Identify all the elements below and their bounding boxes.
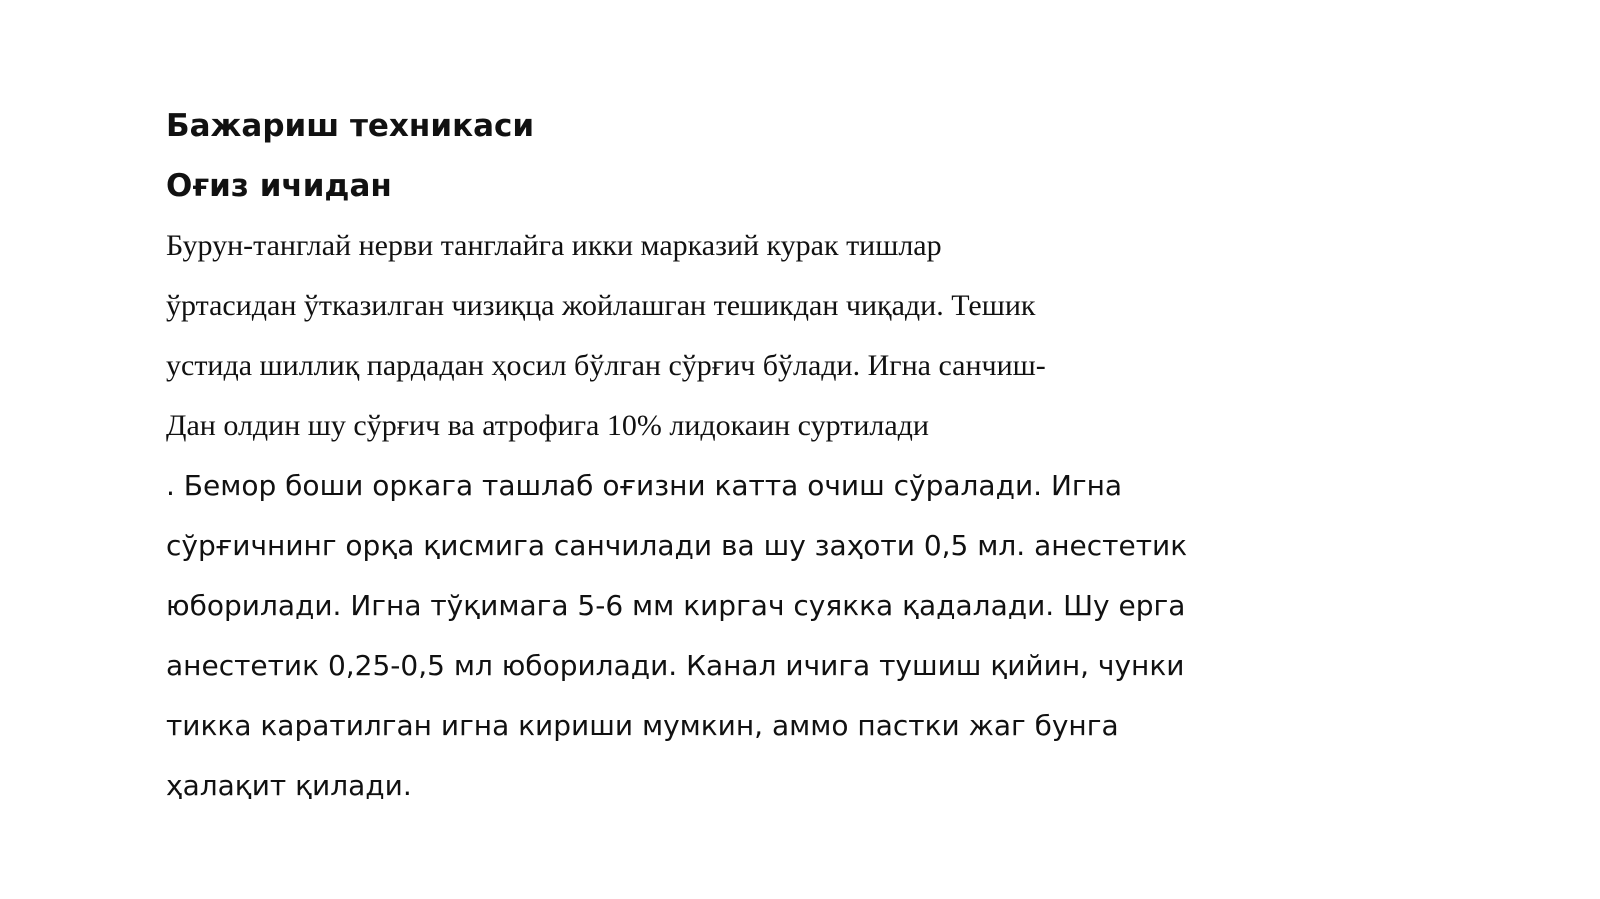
paragraph-line: анестетик 0,25-0,5 мл юборилади. Канал ичига тушиш қийин, чунки <box>166 649 1185 682</box>
paragraph-line: юборилади. Игна тўқимага 5-6 мм киргач суякка қадалади. Шу ерга <box>166 589 1186 622</box>
text-content <box>166 96 1416 816</box>
paragraph-line: ҳалақит қилади. <box>166 769 412 802</box>
paragraph-line: Бурун-танглай нерви танглайга икки марказий курак тишлар <box>166 229 942 262</box>
subsection-heading: Оғиз ичидан <box>166 168 392 204</box>
section-heading: Бажариш техникаси <box>166 108 535 144</box>
paragraph-line: сўрғичнинг орқа қисмига санчилади ва шу заҳоти 0,5 мл. анестетик <box>166 529 1188 562</box>
paragraph-line: . Бемор боши оркага ташлаб оғизни катта очиш сўралади. Игна <box>166 469 1123 502</box>
paragraph-line: Дан олдин шу сўрғич ва атрофига 10% лидокаин суртилади <box>166 409 929 442</box>
paragraph-line: ўртасидан ўтказилган чизиқца жойлашган тешикдан чиқади. Тешик <box>166 289 1036 322</box>
paragraph-line: тикка каратилган игна кириши мумкин, аммо пастки жаг бунга <box>166 709 1119 742</box>
paragraph-line: устида шиллиқ пардадан ҳосил бўлган сўрғич бўлади. Игна санчиш- <box>166 349 1046 382</box>
